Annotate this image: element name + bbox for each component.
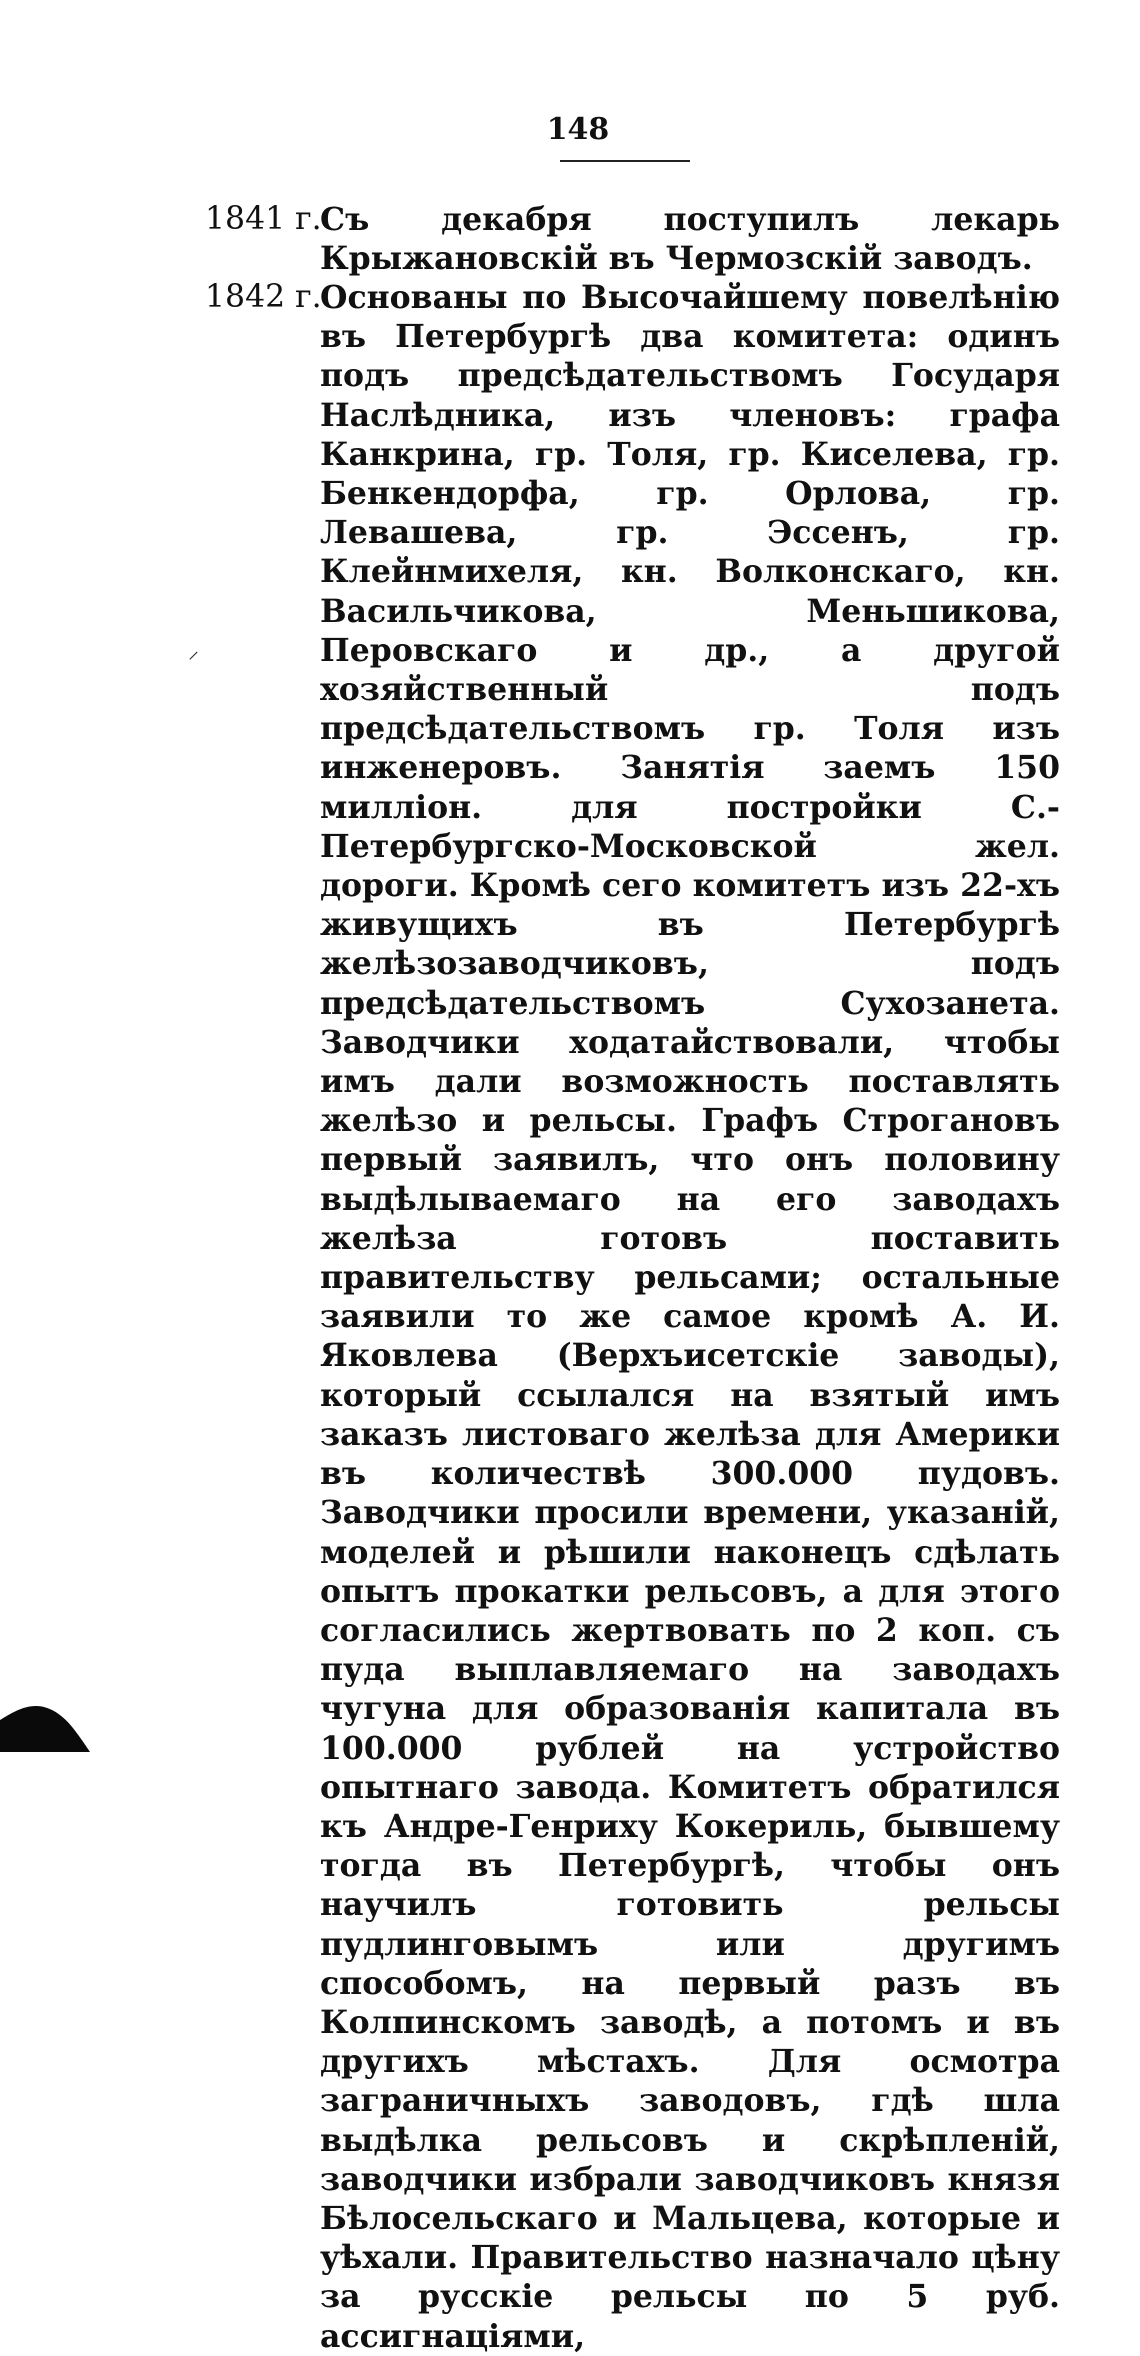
entry-text: Основаны по Высочайшему повелѣнію въ Петербургѣ два комитета: одинъ подъ предсѣдательствомъ Государя Наслѣдника, изъ членовъ: графа Канкрина, гр. Толя, гр. Киселева, гр. Бенкендорфа, гр. Орлова, гр. Левашева, гр. Эссенъ, гр. Клейнмихеля, кн. Волконскаго, кн. Васильчикова, Меньшикова, Перовскаго и др., а другой хозяйственный подъ предсѣдательствомъ гр. Толя изъ инженеровъ. Занятія заемъ 150 милліон. для постройки С.-Петербургско-Московской жел. дороги. Кромѣ сего комитетъ изъ 22-хъ живущихъ въ Петербургѣ желѣзозаводчиковъ, подъ предсѣдательствомъ Сухозанета. Заводчики ходатайствовали, чтобы имъ дали возможность поставлять желѣзо и рельсы. Графъ Строгановъ первый заявилъ, что онъ половину выдѣлываемаго на его заводахъ желѣза готовъ поставить правительству рельсами; остальные заявили то же самое кромѣ А. И. Яковлева (Верхъисетскіе заводы), который ссылался на взятый имъ заказъ листоваго желѣза для Америки въ количествѣ 300.000 пудовъ. Заводчики просили времени, указаній, моделей и рѣшили наконецъ сдѣлать опытъ прокатки рельсовъ, а для этого согласились жертвовать по 2 коп. съ пуда выплавляемаго на заводахъ чугуна для образованія капитала въ 100.000 рублей на устройство опытнаго завода. Комитетъ обратился къ Андре-Генриху Кокериль, бывшему тогда въ Петербургѣ, чтобы онъ научилъ готовить рельсы пудлинговымъ или другимъ способомъ, на первый разъ въ Колпинскомъ заводѣ, а потомъ и въ другихъ мѣстахъ. Для осмотра заграничныхъ заводовъ, гдѣ шла выдѣлка рельсовъ и скрѣпленій, заводчики избрали заводчиковъ князя Бѣлосельскаго и Мальцева, которые и уѣхали. Правительство назначало цѣну за русскіе рельсы по 5 руб. ассигнаціями,: [320, 279, 1060, 2355]
chronicle-entry-1841: [205, 200, 1060, 278]
corner-smudge-icon: [0, 1692, 90, 1752]
entry-year: 1842 г.: [205, 279, 322, 315]
page-number: 148: [546, 112, 610, 147]
entry-year: 1841 г.: [205, 201, 322, 237]
stray-pen-mark: ⸝: [188, 639, 200, 664]
chronicle-entry-1842: [205, 278, 1060, 2356]
page-number-rule: [560, 160, 690, 162]
entry-text: Съ декабря поступилъ лекарь Крыжановскій въ Чермозскій заводъ.: [320, 201, 1060, 278]
